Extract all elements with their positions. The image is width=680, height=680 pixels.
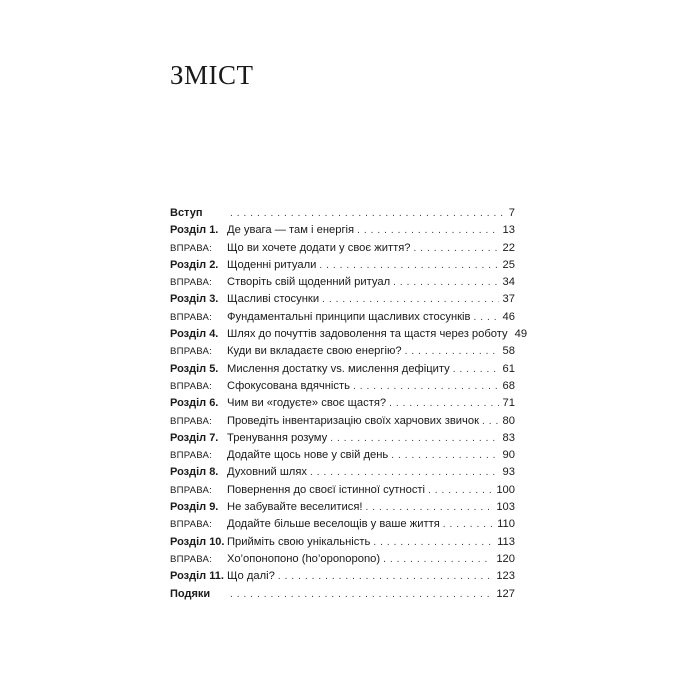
toc-entry-title: Шлях до почуттів задоволення та щастя через роботу [227, 328, 508, 341]
toc-dot-leader [405, 343, 499, 360]
toc-entry-label: Подяки [170, 587, 211, 600]
toc-chapter-entry [170, 568, 515, 585]
toc-dot-leader [230, 205, 505, 222]
toc-exercise-entry [170, 413, 515, 430]
toc-entry-label: Розділ 6. [170, 397, 219, 410]
toc-page-number: 83 [502, 431, 515, 444]
toc-exercise-entry [170, 447, 515, 464]
toc-entry-title: Не забувайте веселитися! [227, 501, 363, 514]
toc-dot-leader [310, 464, 499, 481]
toc-exercise-entry [170, 551, 515, 568]
toc-entry-title: Проведіть інвентаризацію своїх харчових звичок [227, 414, 479, 427]
toc-entry-label: Розділ 4. [170, 328, 219, 341]
toc-page-number: 22 [502, 241, 515, 254]
toc-entry-label: Вступ [170, 207, 203, 219]
toc-dot-leader [453, 361, 499, 378]
toc-entry-label: ВПРАВА: [170, 346, 212, 358]
toc-entry-label: Розділ 1. [170, 224, 219, 237]
toc-entry-title: Повернення до своєї істинної сутності [227, 483, 426, 496]
toc-entry-title: Прийміть свою унікальність [227, 535, 371, 548]
toc-chapter-entry [170, 205, 515, 222]
toc-dot-leader [330, 430, 498, 447]
toc-exercise-entry [170, 516, 515, 533]
toc-dot-leader [357, 222, 498, 239]
toc-page-number: 71 [502, 397, 515, 410]
toc-entry-title: Куди ви вкладаєте свою енергію? [227, 345, 402, 358]
toc-entry-title: Чим ви «годуєте» своє щастя? [227, 397, 387, 410]
toc-dot-leader [230, 586, 492, 603]
toc-chapter-entry [170, 430, 515, 447]
toc-entry-title: Щоденні ритуали [227, 258, 317, 271]
toc-page-number: 37 [502, 293, 515, 306]
toc-entry-title: Що ви хочете додати у своє життя? [227, 241, 411, 254]
toc-entry-title: Сфокусована вдячність [227, 379, 350, 392]
toc-entry-label: ВПРАВА: [170, 484, 212, 496]
toc-entry-label: ВПРАВА: [170, 380, 212, 392]
page-title: ЗМІСТ [170, 60, 254, 90]
toc-entry-title: Що далі? [227, 570, 275, 583]
toc-page-number: 90 [502, 449, 515, 462]
toc-entry-title: Додайте щось нове у свій день [227, 449, 389, 462]
toc-entry-label: Розділ 10. [170, 535, 225, 548]
toc-entry-title: Хо’опонопоно (ho’oponopono) [227, 552, 381, 565]
toc-exercise-entry [170, 343, 515, 360]
toc-page-number: 103 [496, 501, 515, 514]
toc-entry-title: Фундаментальні принципи щасливих стосунків [227, 310, 471, 323]
toc-dot-leader [319, 257, 498, 274]
toc-entry-label: ВПРАВА: [170, 415, 212, 427]
toc-entry-label: Розділ 2. [170, 258, 219, 271]
toc-chapter-entry [170, 326, 528, 343]
toc-page-number: 93 [502, 466, 515, 479]
toc-page-number: 25 [502, 258, 515, 271]
toc-entry-title: Де увага — там і енергія [227, 224, 355, 237]
toc-page-number: 80 [502, 414, 515, 427]
toc-entry-label: Розділ 5. [170, 362, 219, 375]
toc-chapter-entry [170, 534, 515, 551]
toc-entry-title: Мислення достатку vs. мислення дефіциту [227, 362, 450, 375]
toc-page-number: 100 [496, 483, 515, 496]
toc-entry-label: Розділ 3. [170, 293, 219, 306]
toc-dot-leader [393, 274, 498, 291]
toc-dot-leader [278, 568, 493, 585]
toc-entry-title: Тренування розуму [227, 431, 328, 444]
toc-dot-leader [473, 309, 498, 326]
toc-page-number: 68 [502, 379, 515, 392]
toc-page-number: 113 [497, 535, 515, 548]
toc-chapter-entry [170, 257, 515, 274]
toc-entry-title: Додайте більше веселощів у ваше життя [227, 518, 440, 531]
toc-dot-leader [373, 534, 493, 551]
toc-dot-leader [482, 413, 499, 430]
toc-exercise-entry [170, 482, 515, 499]
toc-chapter-entry [170, 222, 515, 239]
toc-exercise-entry [170, 378, 515, 395]
toc-chapter-entry [170, 464, 515, 481]
toc-dot-leader [353, 378, 499, 395]
toc-page-number: 110 [497, 518, 515, 531]
toc-page-number: 34 [502, 276, 515, 289]
toc-dot-leader [428, 482, 492, 499]
toc-exercise-entry [170, 240, 515, 257]
toc-exercise-entry [170, 274, 515, 291]
toc-dot-leader [389, 395, 498, 412]
toc-entry-label: ВПРАВА: [170, 277, 212, 289]
toc-entry-label: ВПРАВА: [170, 519, 212, 531]
toc-entry-title: Щасливі стосунки [227, 293, 320, 306]
toc-entry-label: Розділ 9. [170, 501, 219, 514]
toc-entry-label: ВПРАВА: [170, 553, 212, 565]
toc-entry-label: Розділ 7. [170, 431, 219, 444]
toc-entry-label: ВПРАВА: [170, 242, 212, 254]
toc-entry-label: Розділ 8. [170, 466, 219, 479]
table-of-contents [170, 205, 528, 603]
toc-dot-leader [443, 516, 493, 533]
toc-chapter-entry [170, 361, 515, 378]
toc-entry-title: Духовний шлях [227, 466, 307, 479]
toc-entry-label: ВПРАВА: [170, 450, 212, 462]
toc-dot-leader [366, 499, 493, 516]
toc-chapter-entry [170, 499, 515, 516]
toc-dot-leader [391, 447, 498, 464]
toc-chapter-entry [170, 395, 515, 412]
toc-page-number: 49 [514, 328, 528, 341]
toc-page-number: 123 [496, 570, 515, 583]
toc-page-number: 127 [496, 587, 515, 600]
toc-chapter-entry [170, 291, 515, 308]
toc-page-number: 7 [508, 207, 515, 219]
toc-page-number: 58 [502, 345, 515, 358]
toc-exercise-entry [170, 309, 515, 326]
toc-chapter-entry [170, 586, 515, 603]
toc-dot-leader [383, 551, 492, 568]
toc-page-number: 13 [502, 224, 515, 237]
toc-dot-leader [322, 291, 498, 308]
toc-page-number: 46 [502, 310, 515, 323]
toc-entry-title: Створіть свій щоденний ритуал [227, 276, 391, 289]
toc-page-number: 61 [502, 362, 515, 375]
toc-entry-label: Розділ 11. [170, 570, 224, 583]
toc-entry-label: ВПРАВА: [170, 311, 212, 323]
toc-page-number: 120 [496, 552, 515, 565]
toc-dot-leader [413, 240, 498, 257]
